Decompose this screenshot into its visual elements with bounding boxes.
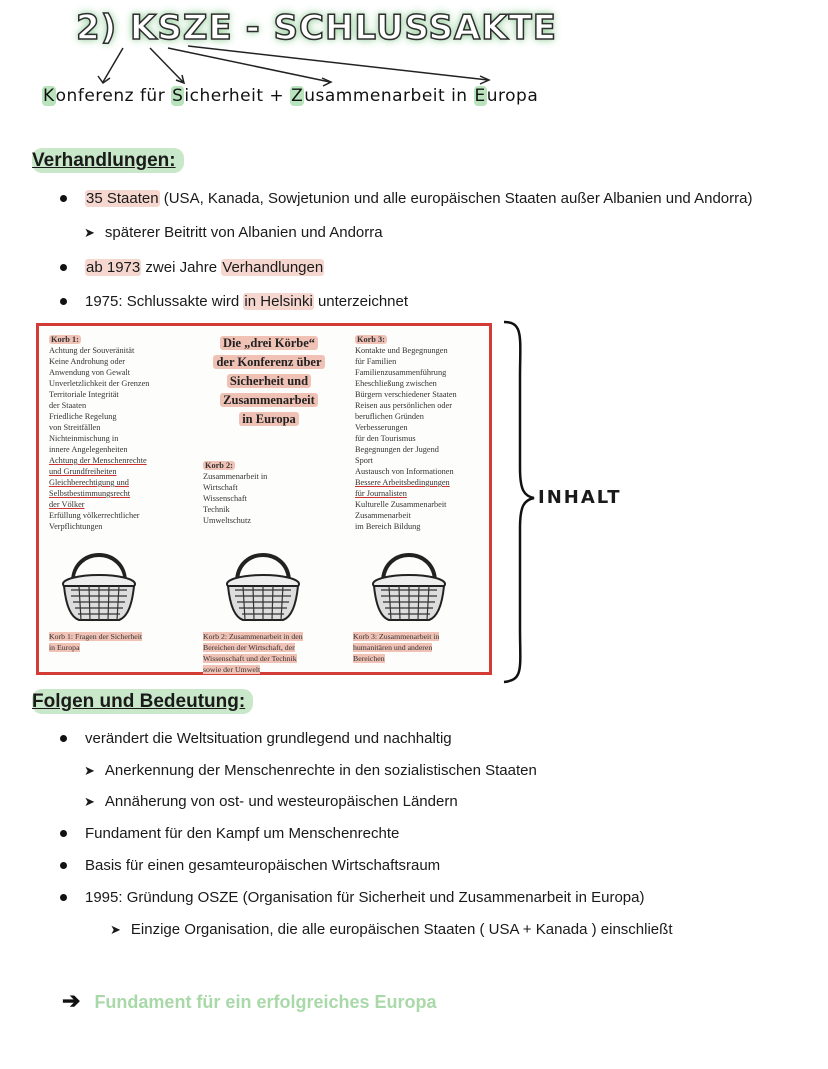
- korb3-item: Zusammenarbeit: [355, 511, 411, 520]
- korb1-heading: Korb 1:: [51, 335, 79, 344]
- caption-line: Korb 2: Zusammenarbeit in den: [203, 632, 303, 641]
- bullet-icon: [60, 735, 67, 742]
- sub-list-item: [84, 793, 458, 810]
- list-item: [60, 889, 644, 906]
- korb1-item: Keine Androhung oder: [49, 357, 126, 366]
- heading-text: Verhandlungen:: [32, 148, 184, 173]
- basket-icon: [59, 538, 139, 624]
- caption-line: Wissenschaft und der Technik: [203, 654, 297, 663]
- bullet-icon: [60, 264, 67, 271]
- koerbe-title-line: Die „drei Körbe“: [220, 336, 318, 350]
- korb1-item: Achtung der Souveränität: [49, 346, 135, 355]
- korb1-item: Unverletzlichkeit der Grenzen: [49, 379, 150, 388]
- korb3-heading: Korb 3:: [357, 335, 385, 344]
- korb3-item: Austausch von Informationen: [355, 467, 454, 476]
- list-item: [60, 293, 408, 310]
- korb1-item: der Staaten: [49, 401, 87, 410]
- item-text: unterzeichnet: [313, 293, 409, 310]
- page-title: 2) KSZE - SCHLUSSAKTE: [76, 8, 558, 48]
- item-text: 1995: Gründung OSZE (Organisation für Sicherheit und Zusammenarbeit in Europa): [85, 889, 645, 906]
- korb1-item-underlined: Gleichberechtigung und: [49, 478, 129, 487]
- koerbe-title: [199, 334, 339, 429]
- bullet-icon: [60, 195, 67, 202]
- bullet-icon: [60, 830, 67, 837]
- subtitle-part: uropa: [486, 86, 539, 106]
- korb1-item: Verpflichtungen: [49, 522, 103, 531]
- korb3-item: Familienzusammenführung: [355, 368, 447, 377]
- koerbe-title-line: in Europa: [239, 412, 299, 426]
- korb1-item: Territoriale Integrität: [49, 390, 119, 399]
- korb3-item: Verbesserungen: [355, 423, 408, 432]
- korb3-item: für Familien: [355, 357, 397, 366]
- item-text: 1975: Schlussakte wird: [85, 293, 244, 310]
- sub-list-item: [110, 921, 672, 938]
- letter-z: Z: [291, 86, 304, 106]
- caption-line: in Europa: [49, 643, 80, 652]
- caption-line: Korb 3: Zusammenarbeit in: [353, 632, 440, 641]
- item-text: verändert die Weltsituation grundlegend und nachhaltig: [85, 730, 452, 747]
- korb3-item: im Bereich Bildung: [355, 522, 421, 531]
- koerbe-title-line: Zusammenarbeit: [220, 393, 318, 407]
- korb2-item: Technik: [203, 505, 230, 514]
- highlight-text: 35 Staaten: [86, 190, 159, 207]
- korb1-item: innere Angelegenheiten: [49, 445, 128, 454]
- letter-k: K: [43, 86, 55, 106]
- item-text: zwei Jahre: [141, 259, 222, 276]
- korb3-item: Kulturelle Zusammenarbeit: [355, 500, 447, 509]
- caption-line: Bereichen der Wirtschaft, der: [203, 643, 295, 652]
- highlight-text: in Helsinki: [244, 293, 313, 310]
- korb3-item: Bürgern verschiedener Staaten: [355, 390, 457, 399]
- korb3-item-underlined: Bessere Arbeitsbedingungen: [355, 478, 450, 487]
- korb3-item: für den Tourismus: [355, 434, 416, 443]
- caption-korb3: [353, 631, 483, 664]
- bullet-icon: [60, 894, 67, 901]
- koerbe-title-line: der Konferenz über: [213, 355, 324, 369]
- arrow-right-icon: ➔: [62, 988, 81, 1013]
- korb3-item: Eheschließung zwischen: [355, 379, 437, 388]
- korb1-item: Nichteinmischung in: [49, 434, 119, 443]
- caption-line: sowie der Umwelt: [203, 665, 261, 674]
- korb1-item: Erfüllung völkerrechtlicher: [49, 511, 140, 520]
- basket-icon: [369, 538, 449, 624]
- caption-korb2: [203, 631, 343, 675]
- acronym-subtitle: [42, 86, 538, 106]
- korb3-item: Kontakte und Begegnungen: [355, 346, 448, 355]
- caption-line: Korb 1: Fragen der Sicherheit: [49, 632, 143, 641]
- bullet-icon: [60, 298, 67, 305]
- korb1-item: Anwendung von Gewalt: [49, 368, 131, 377]
- item-text: Fundament für den Kampf um Menschenrechte: [85, 825, 400, 842]
- arrow-bullet-icon: ➤: [84, 763, 95, 778]
- caption-korb1: [49, 631, 189, 653]
- arrow-bullet-icon: ➤: [110, 922, 121, 937]
- curly-brace-icon: [500, 318, 540, 688]
- arrow-bullet-icon: ➤: [84, 225, 95, 240]
- heading-text: Folgen und Bedeutung:: [32, 689, 253, 714]
- korb2-item: Zusammenarbeit in: [203, 472, 268, 481]
- sub-list-item: [84, 762, 537, 779]
- korb1-item-underlined: und Grundfreiheiten: [49, 467, 117, 476]
- item-text: Anerkennung der Menschenrechte in den sozialistischen Staaten: [104, 762, 537, 779]
- korb1-item-underlined: Selbstbestimmungsrecht: [49, 489, 131, 498]
- list-item: [60, 190, 752, 207]
- list-item: [60, 730, 452, 747]
- korb3-item-underlined: für Journalisten: [355, 489, 407, 498]
- korb3-item: Begegnungen der Jugend: [355, 445, 439, 454]
- basket-icon: [223, 538, 303, 624]
- korb2-item: Umweltschutz: [203, 516, 251, 525]
- inhalt-label: INHALT: [538, 487, 622, 508]
- koerbe-title-line: Sicherheit und: [227, 374, 311, 388]
- korb2-heading: Korb 2:: [205, 461, 233, 470]
- arrow-bullet-icon: ➤: [84, 794, 95, 809]
- section-heading-verhandlungen: [32, 150, 184, 172]
- item-text: Einzige Organisation, die alle europäischen Staaten ( USA + Kanada ) einschließt: [130, 921, 673, 938]
- item-text: späterer Beitritt von Albanien und Andorra: [104, 224, 383, 241]
- letter-s: S: [172, 86, 184, 106]
- item-text: Annäherung von ost- und westeuropäischen Ländern: [104, 793, 458, 810]
- korb1-item: von Streitfällen: [49, 423, 101, 432]
- subtitle-part: usammenarbeit in: [304, 86, 474, 106]
- korb1-item-underlined: Achtung der Menschenrechte: [49, 456, 147, 465]
- list-item: [60, 857, 440, 874]
- korb2-item: Wissenschaft: [203, 494, 247, 503]
- caption-line: Bereichen: [353, 654, 385, 663]
- bullet-icon: [60, 862, 67, 869]
- korb2-item: Wirtschaft: [203, 483, 238, 492]
- koerbe-figure: [36, 323, 492, 675]
- korb3-column: [355, 334, 491, 532]
- item-text: Basis für einen gesamteuropäischen Wirtschaftsraum: [85, 857, 441, 874]
- sub-list-item: [84, 224, 383, 241]
- korb3-item: Sport: [355, 456, 373, 465]
- item-text: (USA, Kanada, Sowjetunion und alle europäischen Staaten außer Albanien und Andorra): [159, 190, 753, 207]
- highlight-text: Verhandlungen: [222, 259, 324, 276]
- list-item: [60, 259, 324, 276]
- subtitle-part: onferenz für: [55, 86, 172, 106]
- section-heading-folgen: [32, 691, 253, 713]
- conclusion: [62, 988, 437, 1014]
- conclusion-text: Fundament für ein erfolgreiches Europa: [94, 992, 437, 1012]
- list-item: [60, 825, 399, 842]
- korb1-column: [49, 334, 197, 532]
- korb1-item: Friedliche Regelung: [49, 412, 117, 421]
- korb3-item: beruflichen Gründen: [355, 412, 424, 421]
- letter-e: E: [474, 86, 486, 106]
- korb2-column: [203, 460, 333, 526]
- korb1-item-underlined: der Völker: [49, 500, 85, 509]
- subtitle-part: icherheit +: [184, 86, 291, 106]
- highlight-text: ab 1973: [86, 259, 141, 276]
- caption-line: humanitären und anderen: [353, 643, 433, 652]
- korb3-item: Reisen aus persönlichen oder: [355, 401, 452, 410]
